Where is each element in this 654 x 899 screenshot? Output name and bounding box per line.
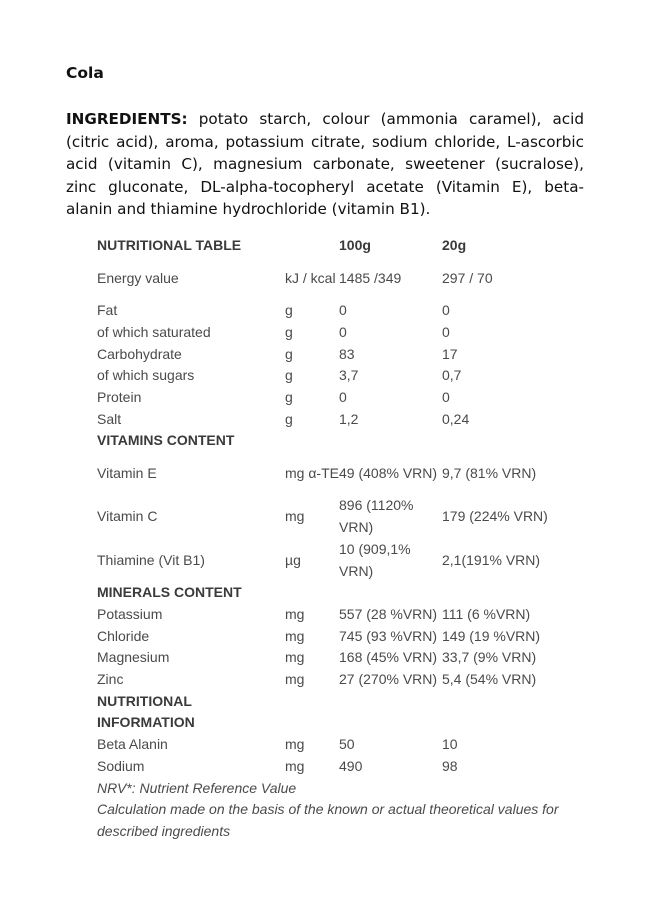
row-unit: mg: [285, 627, 305, 644]
row-per100: 3,7: [339, 367, 359, 384]
row-name: Magnesium: [97, 649, 170, 666]
row-unit: µg: [285, 551, 301, 568]
row-unit: mg: [285, 757, 305, 774]
row-per100: 1485 /349: [339, 269, 402, 286]
row-name: Protein: [97, 388, 142, 405]
row-unit: mg: [285, 671, 305, 688]
row-per100: 896 (1120% VRN): [339, 497, 414, 536]
row-name: Vitamin C: [97, 508, 158, 525]
row-per20: 98: [442, 757, 458, 774]
section-title-info-line2: INFORMATION: [97, 714, 195, 731]
row-per100: 168 (45% VRN): [339, 649, 438, 666]
row-unit: mg: [285, 736, 305, 753]
row-per100: 0: [339, 388, 347, 405]
row-unit: mg: [285, 649, 305, 666]
table-row: [97, 387, 567, 409]
row-name: of which sugars: [97, 367, 195, 384]
row-unit: mg: [285, 605, 305, 622]
table-row: [97, 257, 567, 300]
row-unit: g: [285, 388, 293, 405]
row-unit: g: [285, 345, 293, 362]
row-name: Potassium: [97, 605, 163, 622]
ingredients-label: INGREDIENTS:: [66, 110, 188, 128]
row-per100: 490: [339, 757, 363, 774]
row-per20: 111 (6 %VRN): [442, 605, 531, 622]
section-title-info-line1: NUTRITIONAL: [97, 692, 192, 709]
table-row: [97, 452, 567, 495]
row-per100: 50: [339, 736, 355, 753]
row-per20: 10: [442, 736, 458, 753]
row-per100: 0: [339, 302, 347, 319]
section-header-info: [97, 691, 567, 713]
row-per20: 297 / 70: [442, 269, 493, 286]
nutritional-table: [97, 235, 567, 843]
row-name: Energy value: [97, 269, 179, 286]
table-header-row: [97, 235, 567, 257]
row-name: Thiamine (Vit B1): [97, 551, 205, 568]
table-row: [97, 409, 567, 431]
row-per100: 49 (408% VRN): [339, 464, 438, 481]
section-header-minerals: [97, 582, 567, 604]
row-unit: kJ / kcal: [285, 269, 336, 286]
row-name: Salt: [97, 410, 122, 427]
row-name: Fat: [97, 302, 118, 319]
table-row: [97, 647, 567, 669]
table-row: [97, 734, 567, 756]
section-title-vitamins: VITAMINS CONTENT: [97, 432, 235, 449]
table-row: [97, 495, 567, 538]
table-row: [97, 300, 567, 322]
row-name: Vitamin E: [97, 464, 157, 481]
row-per20: 0: [442, 323, 450, 340]
row-unit: g: [285, 302, 293, 319]
row-per100: 10 (909,1% VRN): [339, 540, 411, 579]
section-header-vitamins: [97, 430, 567, 452]
table-row: [97, 756, 567, 778]
table-header-20g: 20g: [442, 237, 467, 253]
row-name: Zinc: [97, 671, 124, 688]
row-per20: 149 (19 %VRN): [442, 627, 541, 644]
section-title-minerals: MINERALS CONTENT: [97, 584, 242, 601]
row-per20: 2,1(191% VRN): [442, 551, 541, 568]
row-name: Chloride: [97, 627, 150, 644]
row-per20: 0: [442, 388, 450, 405]
table-header-name: NUTRITIONAL TABLE: [97, 237, 242, 253]
row-per20: 179 (224% VRN): [442, 508, 548, 525]
row-per20: 33,7 (9% VRN): [442, 649, 537, 666]
ingredients-paragraph: [66, 108, 584, 221]
calculation-footnote: Calculation made on the basis of the known or actual theoretical values for described ingredients: [97, 801, 559, 839]
row-name: Carbohydrate: [97, 345, 182, 362]
row-per20: 5,4 (54% VRN): [442, 671, 537, 688]
row-per20: 0,7: [442, 367, 462, 384]
row-name: Sodium: [97, 757, 145, 774]
row-per20: 0: [442, 302, 450, 319]
row-unit: g: [285, 323, 293, 340]
row-per100: 83: [339, 345, 355, 362]
row-per20: 9,7 (81% VRN): [442, 464, 537, 481]
row-unit: g: [285, 367, 293, 384]
section-header-info: [97, 712, 567, 734]
table-row: [97, 539, 567, 582]
nrv-footnote: NRV*: Nutrient Reference Value: [97, 779, 297, 796]
table-row: [97, 365, 567, 387]
row-name: Beta Alanin: [97, 736, 168, 753]
row-per100: 745 (93 %VRN): [339, 627, 438, 644]
table-header-100g: 100g: [339, 237, 371, 253]
row-name: of which saturated: [97, 323, 211, 340]
row-unit: mg: [285, 508, 305, 525]
ingredients-text: potato starch, colour (ammonia caramel), acid (citric acid), aroma, potassium citrate, sodium chloride, L-ascorbic acid (vitamin C), magnesium carbonate, sweetener (sucralose), zinc gluconate, DL-alpha-tocopheryl acetate (Vitamin E), beta-alanin and thiamine hydrochloride (vitamin B1).: [66, 110, 584, 218]
table-row: [97, 669, 567, 691]
row-unit: g: [285, 410, 293, 427]
product-title: Cola: [66, 64, 104, 82]
row-unit: mg α-TE: [285, 464, 339, 481]
table-row: [97, 344, 567, 366]
table-row: [97, 604, 567, 626]
row-per20: 17: [442, 345, 458, 362]
table-row: [97, 322, 567, 344]
row-per100: 557 (28 %VRN): [339, 605, 438, 622]
row-per100: 0: [339, 323, 347, 340]
table-row: [97, 626, 567, 648]
row-per100: 1,2: [339, 410, 359, 427]
row-per20: 0,24: [442, 410, 470, 427]
row-per100: 27 (270% VRN): [339, 671, 438, 688]
